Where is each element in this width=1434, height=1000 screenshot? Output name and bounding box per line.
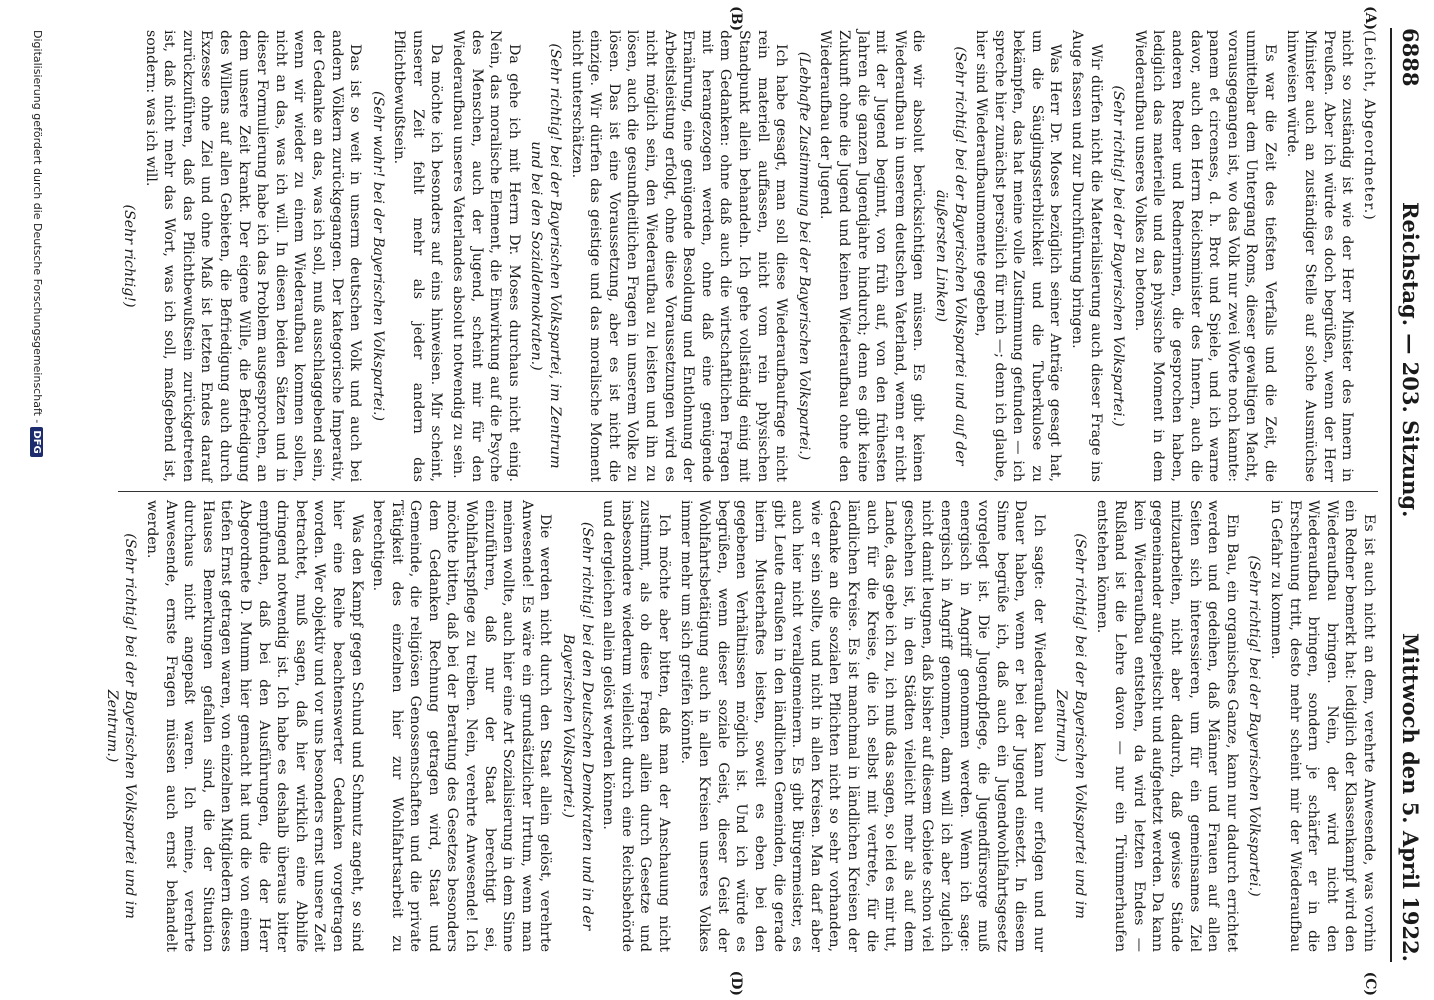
page-title: Reichstag. — 203. Sitzung. <box>1398 202 1424 518</box>
paragraph: nicht so zuständig ist wie der Herr Minister des Innern in Preußen. Aber ich würde es doch begrüßen, wenn der Herr Minister auch an zuständiger Stelle auf solche Ausmüchse hinweisen würde. <box>1283 30 1356 482</box>
right-column <box>103 500 1378 952</box>
paragraph: Da möchte ich besonders auf eins hinweisen. Mir scheint, unserer Zeit fehlt mehr als jeder andern das Pflichtbewußtsein. <box>391 30 445 482</box>
paragraph: Das ist so weit in unserm deutschen Volk und auch bei andern Völkern zurückgegangen. Der kategorische Imperativ, der Gedanke an das, was ich soll, muß ausschlaggebend sein, wenn wir wieder zu einem Wiederaufbau kommen sollen, nicht an das, was ich will. In diesen beiden Sätzen und in dieser Formulierung habe ich das Problem ausgesprochen, an dem unsere Zeit krankt. Der eigene Wille, die Befriedigung des Willens auf allen Gebieten, die Befriedigung auch durch Exzesse ohne Ziel und ohne Maß ist letzten Endes darauf zurückzuführen, daß das Pflichtbewußtsein zurückgetreten ist, daß nicht mehr das Wort, was ich soll, maßgebend ist, sondern: was ich will. <box>142 30 364 482</box>
interjection: (Sehr richtig! bei der Bayerischen Volkspartei und im Zentrum.) <box>1053 533 1089 919</box>
margin-marker-b: (B) <box>728 6 744 32</box>
speaker-label: (Leicht, Abgeordneter.) <box>1361 30 1377 221</box>
paragraph: Was den Kampf gegen Schund und Schmutz angeht, so sind hier eine Reihe beachtenswerter Gedanken vorgetragen worden. Wer objektiv und vor uns besonders ernst unsere Zeit betrachtet, muß sagen, daß hier wirklich eine Abhilfe dringend notwendig ist. Ich habe es deshalb überaus bitter empfunden, daß bei den Ausführungen, die der Herr Abgeordnete D. Mumm hier gemacht hat und die von einem tiefen Ernst getragen waren, von einzelnen Mitgliedern dieses Hauses Bemerkungen gefallen sind, die der Situation durchaus nicht angepaßt waren. Ich meine, verehrte Anwesende, ernste Fragen müssen auch ernst behandelt werden. <box>144 500 365 952</box>
paragraph: Ich möchte aber bitten, daß man der Anschauung nicht zustimmt, als ob diese Fragen allein durch Gesetze und insbesondere wiederum vielleicht durch eine Reichsbehörde und dergleichen allein gelöst werden können. <box>600 500 673 952</box>
interjection: (Sehr richtig! bei den Deutschen Demokraten und in der Bayerischen Volkspartei.) <box>560 521 595 931</box>
interjection: (Sehr richtig! bei der Bayerischen Volkspartei.) <box>1246 555 1263 897</box>
paragraph: Ich habe gesagt, man soll diese Wiederaufbaufrage nicht rein materiell auffassen, nicht vom rein physischen Standpunkt allein behandeln. Ich gehe vollständig einig mit dem Gedanken: ohne daß auch die wirtschaftlichen Fragen mit herangezogen werden, ohne daß eine genügende Ernährung, eine genügende Besoldung und Entlohnung der Arbeitsleistung erfolgt, ohne diese Voraussetzungen wird es nicht möglich sein, den Wiederaufbau zu leisten und ihn zu lösen, auch die gesundheitlichen Fragen in unserem Volke zu lösen. Das ist eine Voraussetzung, aber es ist nicht die einzige. Wir dürfen das geistige und das moralische Moment nicht unterschätzen. <box>568 30 790 482</box>
paragraph: Was Herr Dr. Moses bezüglich seiner Anträge gesagt hat, um die Säuglingssterblichkeit und die Tuberkulose zu bekämpfen, das hat meine volle Zustimmung gefunden — ich spreche hier zunächst persönlich für mich —; denn ich glaube, hier sind Wiederaufbaumomente gegeben, <box>973 30 1064 482</box>
paragraph: Ein Bau, ein organisches Ganze, kann nur dadurch errichtet werden und gedeihen, daß Männer und Frauen auf allen Seiten sich interessieren, um für ein gemeinsames Ziel mitzuarbeiten, nicht aber dadurch, daß gewisse Stände gegeneinander aufgepeitscht und aufgehetzt werden. Da kann kein Wiederaufbau entstehen, da wird letzten Endes — Rußland ist die Lehre davon — nur ein Trümmerhaufen entstehen können. <box>1093 500 1240 952</box>
interjection: (Sehr richtig! bei der Bayerischen Volkspartei und auf der äußersten Linken) <box>932 46 968 466</box>
digitization-footer <box>24 30 44 992</box>
column-divider <box>118 491 1378 492</box>
paragraph: die wir absolut berücksichtigen müssen. Es gibt keinen Wiederaufbau in unserem deutschen Vaterland, wenn er nicht mit der Jugend beginnt, von früh auf, von den frühesten Jahren die ganzen Jugendjahre hindurch; denn es gibt keine Zukunft ohne die Jugend und keinen Wiederaufbau ohne den Wiederaufbau der Jugend. <box>817 30 927 482</box>
session-date: Mittwoch den 5. April 1922. <box>1398 633 1424 962</box>
margin-marker-d: (D) <box>728 970 744 996</box>
interjection: (Sehr richtig! bei der Bayerischen Volkspartei und im Zentrum.) <box>103 533 139 919</box>
paragraph: Ich sagte: der Wiederaufbau kann nur erfolgen und nur Dauer haben, wenn er bei der Jugend einsetzt. In diesem Sinne begrüße ich, daß auch ein Jugendwohlfahrtsgesetz vorgelegt ist. Die Jugendpflege, die Jugendfürsorge muß energisch in Angriff genommen werden. Wenn ich sage: energisch in Angriff genommen, dann will ich aber zugleich nicht damit leugnen, daß bisher auf diesem Gebiete schon viel geschehen ist, in den Städten vielleicht mehr als auf dem Lande, das gebe ich zu, ich muß das sagen, so leid es mir tut, auch für die Kreise, die ich selbst mit vertrete, für die ländlichen Kreise. Es ist manchmal in ländlichen Kreisen der Gedanke an die sozialen Pflichten nicht so sehr vorhanden, wie er sein sollte, und nicht in allen Kreisen. Man darf aber auch hier nicht verallgemeinern. Es gibt Bürgermeister, es gibt Leute draußen in den ländlichen Gemeinden, die gerade hierin Musterhaftes leisten, soweit es eben bei den gegebenen Verhältnissen möglich ist. Und ich würde es begrüßen, wenn dieser soziale Geist, dieser Geist der Wohlfahrtsbetätigung auch in allen Kreisen unseres Volkes immer mehr um sich greifen könnte. <box>677 500 1047 952</box>
dfg-logo: DFG <box>30 427 43 456</box>
left-column <box>118 30 1378 482</box>
paragraph: Die werden nicht durch den Staat allein gelöst, verehrte Anwesende! Es wäre ein grundsätzlicher Irrtum, wenn man meinen wollte, auch hier eine Art Sozialisierung in dem Sinne einzuführen, daß nur der Staat berechtigt sei, Wohlfahrtspflege zu treiben. Nein, verehrte Anwesende! Ich möchte bitten, daß bei der Beratung des Gesetzes besonders dem Gedanken Rechnung getragen wird, Staat und Gemeinde, die religiösen Genossenschaften und die private Tätigkeit des einzelnen hier zur Wohlfahrtsarbeit zu berechtigen. <box>370 500 554 952</box>
paragraph: Es war die Zeit des tiefsten Verfalls und die Zeit, die unmittelbar dem Untergang Roms, dieser gewaltigen Macht, vorausgegangen ist, wo das Volk nur zwei Worte noch kannte: panem et circenses, d. h. Brot und Spiele, und ich warne davor, auch den Herrn Reichsminister des Innern, auch die anderen Redner und Rednerinnen, die gesprochen haben, lediglich das materielle und das physische Moment in dem Wiederaufbau unseres Volkes zu betonen. <box>1131 30 1279 482</box>
page-number: 6888 <box>1398 28 1424 87</box>
footer-text: Digitalisierung gefördert durch die Deutsche Forschungsgemeinschaft - <box>31 30 44 424</box>
page-header <box>1390 28 1426 962</box>
interjection: (Sehr richtig!) <box>121 204 137 308</box>
interjection: (Sehr richtig! bei der Bayerischen Volkspartei.) <box>1110 85 1127 427</box>
paragraph: Wir dürfen nicht die Materialisierung auch dieser Frage ins Auge fassen und zur Durchführung bringen. <box>1069 30 1104 482</box>
margin-marker-a: (A) <box>1362 6 1378 31</box>
interjection: (Sehr wahr! bei der Bayerischen Volkspartei.) <box>369 90 386 422</box>
interjection: (Sehr richtig! bei der Bayerischen Volkspartei, im Zentrum und bei den Sozialdemokraten.) <box>528 43 564 469</box>
margin-marker-c: (C) <box>1362 971 1378 996</box>
paragraph: Da gehe ich mit Herrn Dr. Moses durchaus nicht einig. Nein, das moralische Element, die Einwirkung auf die Psyche des Menschen, auch der Jugend, scheint mir für den Wiederaufbau unseres Vaterlandes absolut notwendig zu sein. <box>450 30 522 482</box>
interjection: (Lebhafte Zustimmung bei der Bayerischen Volkspartei.) <box>795 51 812 461</box>
paragraph: Es ist auch nicht an dem, verehrte Anwesende, was vorhin ein Redner bemerkt hat: lediglich der Klassenkampf wird den Wiederaufbau bringen. Nein, der wird nicht den Wiederaufbau bringen, sondern je schärfer er in die Erscheinung tritt, desto mehr scheint mir der Wiederaufbau in Gefahr zu kommen. <box>1268 500 1377 952</box>
